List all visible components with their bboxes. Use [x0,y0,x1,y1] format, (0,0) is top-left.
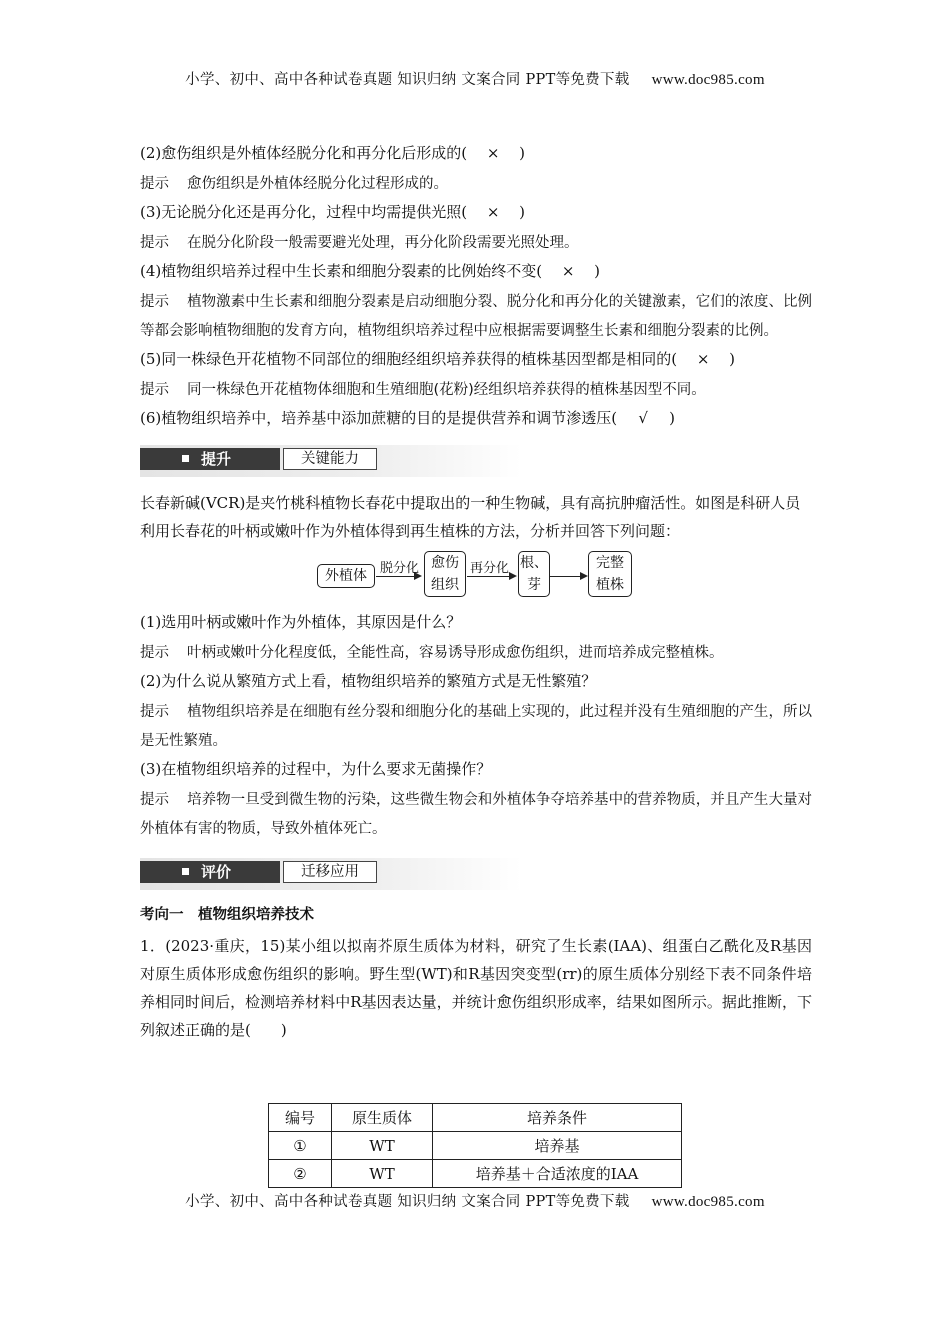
footer-url[interactable]: www.doc985.com [651,1194,765,1210]
judgment-4 [140,258,812,284]
judgment-mark: × [561,262,575,280]
judgment-close: ) [669,409,675,427]
direction-heading: 考向一 植物组织培养技术 [140,907,314,923]
hint-4 [140,288,812,346]
banner-light-label: 迁移应用 [301,864,359,880]
judgment-question: (6)植物组织培养中，培养基中添加蔗糖的目的是提供营养和调节渗透压( [140,409,618,427]
judgment-question: (2)愈伤组织是外植体经脱分化和再分化后形成的( [140,144,468,162]
hint-label: 提示 [140,792,170,808]
judgment-question: (4)植物组织培养过程中生长素和细胞分裂素的比例始终不变( [140,262,543,280]
hint-text: 叶柄或嫩叶分化程度低，全能性高，容易诱导形成愈伤组织，进而培养成完整植株。 [187,645,724,661]
case-hint-2 [140,698,812,756]
case-hint-1 [140,639,812,668]
hint-5 [140,376,812,405]
flow-arrow-3 [550,576,586,577]
table-cell: 培养基＋合适浓度的IAA [433,1160,682,1188]
case-hint-3 [140,786,812,844]
judgment-question: (3)无论脱分化还是再分化，过程中均需提供光照( [140,203,468,221]
hint-3 [140,229,812,258]
hint-text: 在脱分化阶段一般需要避光处理，再分化阶段需要光照处理。 [187,235,579,251]
hint-text: 愈伤组织是外植体经脱分化过程形成的。 [187,176,448,192]
judgment-mark: × [696,350,710,368]
flow-label-dediff: 脱分化 [380,561,420,576]
square-icon [182,868,189,875]
hint-label: 提示 [140,176,169,192]
table-header-cell: 编号 [269,1104,332,1132]
hint-2 [140,170,812,199]
header-url[interactable]: www.doc985.com [651,72,765,88]
judgment-close: ) [519,203,525,221]
section-banner-improve [140,445,522,477]
hint-label: 提示 [140,704,170,720]
flow-arrow-1 [376,576,420,577]
table-cell: ① [269,1132,332,1160]
hint-label: 提示 [140,235,169,251]
problem-1 [140,932,812,1044]
case-intro: 长春新碱(VCR)是夹竹桃科植物长春花中提取出的一种生物碱，具有高抗肿瘤活性。如图是科研人员利用长春花的叶柄或嫩叶作为外植体得到再生植株的方法，分析并回答下列问题： [140,494,801,540]
case-question-3: (3)在植物组织培养的过程中，为什么要求无菌操作？ [140,760,492,778]
flow-label-rediff: 再分化 [470,561,510,576]
judgment-close: ) [519,144,525,162]
flow-box-plant [588,551,632,597]
flow-diagram [140,549,812,603]
footer-text: 小学、初中、高中各种试卷真题 知识归纳 文案合同 PPT等免费下载 [185,1194,630,1210]
banner-light-label: 关键能力 [301,451,359,467]
table-row [269,1132,682,1160]
judgment-5 [140,346,812,372]
judgment-3 [140,199,812,225]
judgment-close: ) [594,262,600,280]
flow-box-root-bud [518,551,550,597]
banner-dark-tag [140,861,280,883]
flow-box-text: 完整 [596,555,624,571]
banner-dark-tag [140,448,280,470]
table-header-row [269,1104,682,1132]
banner-light-tag [283,448,377,470]
table-header-cell: 培养条件 [433,1104,682,1132]
page-footer [0,1190,950,1211]
table-header-cell: 原生质体 [332,1104,433,1132]
judgment-mark: × [486,144,500,162]
problem-number: 1．(2023·重庆，15) [140,937,286,955]
judgment-mark: × [486,203,500,221]
judgment-mark: √ [638,409,648,427]
section-banner-evaluate [140,858,522,890]
flow-box-text: 芽 [527,577,541,593]
table-cell: WT [332,1160,433,1188]
hint-label: 提示 [140,382,169,398]
table-cell: WT [332,1132,433,1160]
main-content [140,140,812,1044]
hint-text: 培养物一旦受到微生物的污染，这些微生物会和外植体争夺培养基中的营养物质，并且产生大量对外植体有害的物质，导致外植体死亡。 [140,792,813,837]
flow-arrow-2 [467,576,515,577]
flow-box-explant [317,564,375,588]
judgment-6 [140,405,812,431]
square-icon [182,455,189,462]
case-question-1: (1)选用叶柄或嫩叶作为外植体，其原因是什么？ [140,613,462,631]
table-cell: 培养基 [433,1132,682,1160]
problem-text: 某小组以拟南芥原生质体为材料，研究了生长素(IAA)、组蛋白乙酰化及R基因对原生质体形成愈伤组织的影响。野生型(WT)和R基因突变型(rr)的原生质体分别经下表不同条件培养相同时间后，检测培养材料中R基因表达量，并统计愈伤组织形成率，结果如图所示。据此推断，下列叙述正确的是( ) [140,937,812,1039]
table-cell: ② [269,1160,332,1188]
flow-box-text: 根、 [520,555,548,571]
table-row [269,1160,682,1188]
hint-text: 植物组织培养是在细胞有丝分裂和细胞分化的基础上实现的，此过程并没有生殖细胞的产生，所以是无性繁殖。 [140,704,813,749]
banner-light-tag [283,861,377,883]
hint-text: 同一株绿色开花植物体细胞和生殖细胞(花粉)经组织培养获得的植株基因型不同。 [187,382,706,398]
judgment-question: (5)同一株绿色开花植物不同部位的细胞经组织培养获得的植株基因型都是相同的( [140,350,678,368]
case-question-2: (2)为什么说从繁殖方式上看，植物组织培养的繁殖方式是无性繁殖？ [140,672,597,690]
hint-label: 提示 [140,645,169,661]
judgment-close: ) [729,350,735,368]
header-text: 小学、初中、高中各种试卷真题 知识归纳 文案合同 PPT等免费下载 [185,72,630,88]
banner-dark-label: 评价 [201,863,232,881]
hint-label: 提示 [140,294,170,310]
banner-dark-label: 提升 [201,450,232,468]
conditions-table [268,1103,682,1188]
flow-box-text: 外植体 [325,568,367,584]
flow-box-text: 植株 [596,577,624,593]
judgment-2 [140,140,812,166]
hint-text: 植物激素中生长素和细胞分裂素是启动细胞分裂、脱分化和再分化的关键激素，它们的浓度、比例等都会影响植物细胞的发育方向，植物组织培养过程中应根据需要调整生长素和细胞分裂素的比例。 [140,294,813,339]
page-header [0,68,950,89]
flow-box-text: 愈伤 [431,555,459,571]
flow-box-callus [424,551,466,597]
flow-box-text: 组织 [431,577,459,593]
